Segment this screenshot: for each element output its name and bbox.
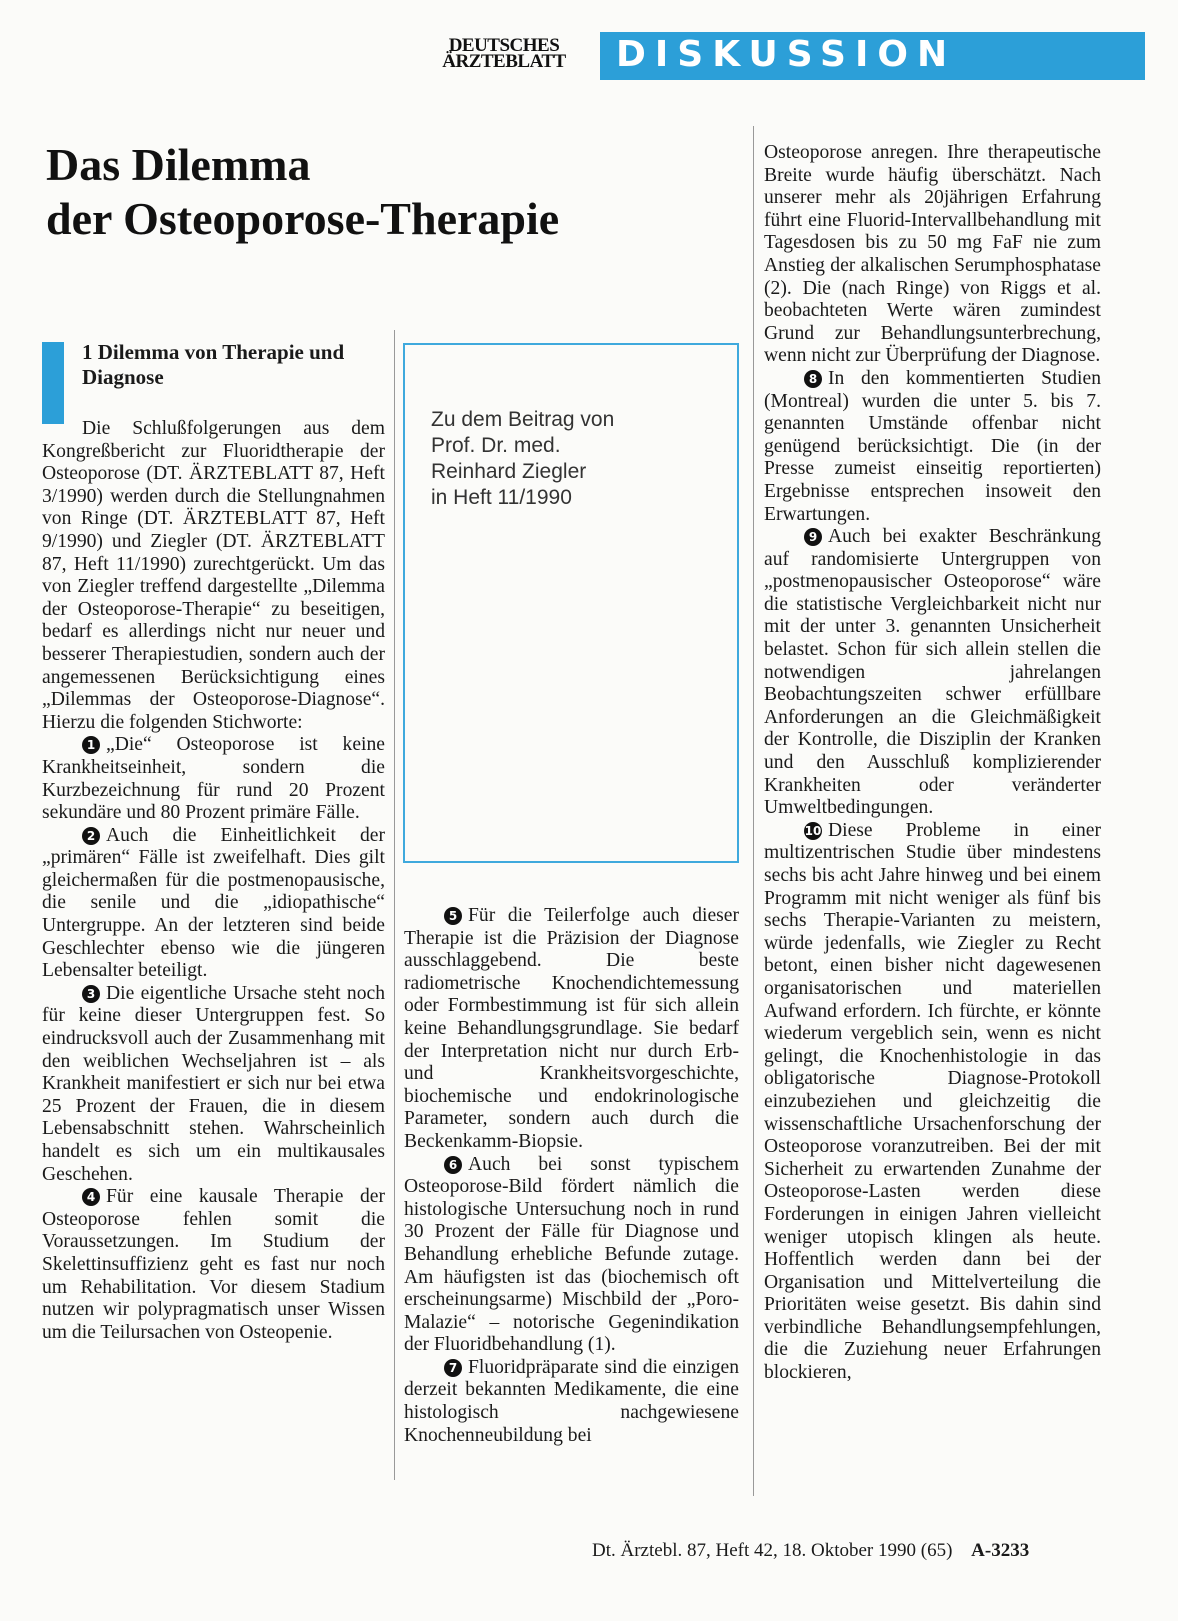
- point-text: Auch die Einheitlichkeit der „primären“ Fälle ist zweifelhaft. Dies gilt gleichermaßen für die postmenopausische, die senile und die „idiopathische“ Untergruppe. An der letzteren sind beide Geschlechter ebenso wie die jüngeren Lebensalter beteiligt.: [42, 824, 385, 982]
- publication-line1: DEUTSCHES: [448, 35, 560, 56]
- title-line1: Das Dilemma: [46, 139, 311, 190]
- point-text: Für die Teilerfolge auch dieser Therapie ist die Präzision der Diagnose ausschlaggebend. Die beste radiometrische Knochendichtemessung oder Formbestimmung ist für sich allein keine Behandlungsgrundlage. Sie bedarf der Interpretation nicht nur durch Erb- und Krankheitsvorgeschichte, biochemische und endokrinologische Parameter, sondern auch durch die Beckenkamm-Biopsie.: [404, 905, 739, 1152]
- continued-paragraph: Osteoporose anregen. Ihre therapeutische Breite wurde häufig überschätzt. Nach unserer mehr als 20jährigen Erfahrung führt eine Fluorid-Intervallbehandlung mit Tagesdosen bis zu 50 mg FaF nie zum Anstieg der alkalischen Serumphosphatase (2). Die (nach Ringe) von Riggs et al. beobachteten Werte wären zumindest Grund zur Behandlungsunterbrechung, wenn nicht zur Überprüfung der Diagnose.: [764, 142, 1101, 367]
- column-3: [764, 142, 1101, 1385]
- point-text: Fluoridpräparate sind die einzigen derzeit bekannten Medikamente, die eine histologisch nachgewiesene Knochenneubildung bei: [404, 1356, 739, 1446]
- number-badge: 10: [804, 823, 822, 838]
- reference-line: Prof. Dr. med.: [431, 434, 561, 457]
- publication-line2: ÄRZTEBLATT: [442, 51, 566, 72]
- list-item: [42, 983, 385, 1186]
- section-marker: [42, 342, 64, 424]
- reference-line: Reinhard Ziegler: [431, 460, 587, 483]
- point-text: Für eine kausale Therapie der Osteoporose fehlen somit die Voraussetzungen. Im Studium der Skelettinsuffizienz geht es fast nur noch um Rehabilitation. Vor diesem Stadium nutzen wir polypragmatisch unser Wissen um die Teilursachen von Osteopenie.: [42, 1186, 385, 1343]
- reference-line: Zu dem Beitrag von: [431, 408, 615, 431]
- point-text: Die eigentliche Ursache steht noch für keine dieser Untergruppen fest. So eindrucksvoll auch der Zusammenhang mit den weiblichen Wechseljahren ist – als Krankheit manifestiert er sich nur bei etwa 25 Prozent der Frauen, die in diesem Lebensabschnitt stehen. Wahrscheinlich handelt es sich um ein multikausales Geschehen.: [42, 982, 385, 1185]
- list-item: [764, 526, 1101, 820]
- intro-paragraph: Die Schlußfolgerungen aus dem Kongreßbericht zur Fluoridtherapie der Osteoporose (DT. ÄRZTEBLATT 87, Heft 3/1990) werden durch die Stellungnahmen von Ringe (DT. ÄRZTEBLATT 87, Heft 9/1990) und Ziegler (DT. ÄRZTEBLATT 87, Heft 11/1990) zurechtgerückt. Um das von Ziegler treffend dargestellte „Dilemma der Osteoporose-Therapie“ zu beseitigen, bedarf es allerdings nicht nur neuer und besserer Therapiestudien, sondern auch der angemessenen Berücksichtigung eines „Dilemmas der Osteoporose-Diagnose“. Hierzu die folgenden Stichworte:: [42, 418, 385, 733]
- list-item: [404, 1357, 739, 1447]
- reference-line: in Heft 11/1990: [431, 486, 572, 509]
- section-label: DISKUSSION: [616, 34, 957, 75]
- column-1: [42, 418, 385, 1344]
- number-badge: 7: [444, 1359, 462, 1377]
- number-badge: 1: [82, 736, 100, 754]
- title-line2: der Osteoporose-Therapie: [46, 193, 560, 244]
- number-badge: 2: [82, 827, 100, 845]
- point-text: „Die“ Osteoporose ist keine Krankheitseinheit, sondern die Kurzbezeichnung für rund 20 Prozent sekundäre und 80 Prozent primäre Fälle.: [42, 734, 385, 824]
- number-badge: 3: [82, 985, 100, 1003]
- list-item: [42, 734, 385, 824]
- list-item: [764, 820, 1101, 1385]
- point-text: Diese Probleme in einer multizentrischen Studie über mindestens sechs bis acht Jahre hinweg und bei einem Programm mit nicht weniger als fünf bis sechs Therapie-Varianten zu meistern, würde jedenfalls, wie Ziegler zu Recht betont, einen bisher nicht dagewesenen organisatorischen und materiellen Aufwand erfordern. Ich fürchte, er könnte wiederum vergeblich sein, wenn es nicht gelingt, die Knochenhistologie in das obligatorische Diagnose-Protokoll einzubeziehen und gleichzeitig die wissenschaftliche Ursachenforschung der Osteoporose voranzutreiben. Bei der mit Sicherheit zu erwartenden Zunahme der Osteoporose-Lasten werden diese Forderungen in einigen Jahren vielleicht weniger utopisch klingen als heute. Hoffentlich werden dann bei der Organisation und Mittelverteilung die Prioritäten weise gesetzt. Bis dahin sind verbindliche Behandlungsempfehlungen, die die Zuziehung neuer Erfahrungen blockieren,: [764, 819, 1101, 1384]
- point-text: In den kommentierten Studien (Montreal) wurden die unter 5. bis 7. genannten Umstände offenbar nicht genügend berücksichtigt. Die (in der Presse zumeist einseitig reportierten) Ergebnisse entsprechen insoweit den Erwartungen.: [764, 367, 1101, 525]
- list-item: [42, 1186, 385, 1344]
- page-footer: [592, 1540, 1029, 1562]
- article-title: [46, 138, 746, 246]
- column-divider: [394, 330, 395, 1480]
- number-badge: 6: [444, 1156, 462, 1174]
- point-text: Auch bei sonst typischem Osteoporose-Bild fördert nämlich die histologische Untersuchung noch in rund 30 Prozent der Fälle für Diagnose und Behandlung erhebliche Befunde zutage. Am häufigsten ist das (biochemisch oft erscheinungsarme) Mischbild der „Poro-Malazie“ – notorische Gegenindikation der Fluoridbehandlung (1).: [404, 1153, 739, 1356]
- point-text: Auch bei exakter Beschränkung auf randomisierte Untergruppen von „postmenopausischer Osteoporose“ wäre die statistische Vergleichbarkeit nicht nur mit der unter 3. genannten Unsicherheit belastet. Schon für sich allein stellen die notwendigen jahrelangen Beobachtungszeiten schwer erfüllbare Anforderungen an die Gleichmäßigkeit der Kontrolle, die Disziplin der Kranken und den Ausschluß komplizierender Krankheiten oder veränderter Umweltbedingungen.: [764, 526, 1101, 819]
- publication-name: [420, 35, 588, 72]
- number-badge: 4: [82, 1188, 100, 1206]
- number-badge: 8: [804, 370, 822, 388]
- number-badge: 9: [804, 528, 822, 546]
- reference-text: [431, 407, 721, 511]
- page-number: A-3233: [971, 1540, 1030, 1561]
- number-badge: 5: [444, 907, 462, 925]
- footer-citation: Dt. Ärztebl. 87, Heft 42, 18. Oktober 1990 (65): [592, 1540, 953, 1561]
- column-divider: [753, 126, 754, 1496]
- list-item: [764, 368, 1101, 526]
- reference-box: [403, 343, 739, 863]
- list-item: [404, 905, 739, 1154]
- list-item: [42, 825, 385, 983]
- column-2: [404, 905, 739, 1447]
- section-heading: 1 Dilemma von Therapie und Diagnose: [82, 340, 345, 389]
- section-banner: [600, 32, 1145, 80]
- list-item: [404, 1154, 739, 1357]
